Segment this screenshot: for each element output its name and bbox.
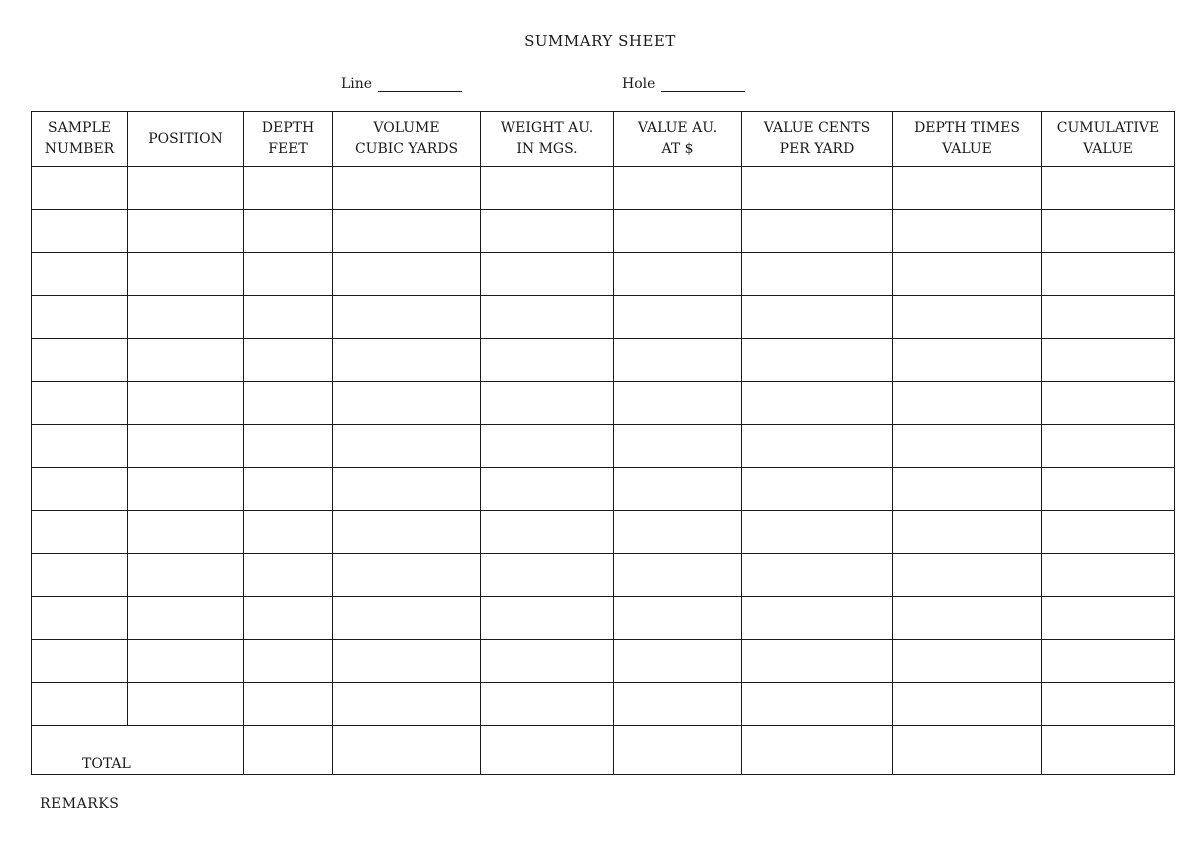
entry-cell[interactable] <box>244 296 333 339</box>
entry-cell[interactable] <box>1042 554 1175 597</box>
hole-blank[interactable] <box>661 79 745 92</box>
entry-cell[interactable] <box>32 683 128 726</box>
entry-cell[interactable] <box>244 683 333 726</box>
entry-cell[interactable] <box>244 468 333 511</box>
hole-label: Hole <box>622 76 656 92</box>
table-row <box>32 683 1175 726</box>
entry-cell[interactable] <box>128 210 244 253</box>
entry-cell[interactable] <box>1042 683 1175 726</box>
table-row <box>32 210 1175 253</box>
entry-cell[interactable] <box>244 511 333 554</box>
entry-cell[interactable] <box>32 382 128 425</box>
entry-cell[interactable] <box>333 253 481 296</box>
summary-table <box>31 111 1175 775</box>
entry-cell[interactable] <box>481 468 614 511</box>
total-label-cell <box>32 726 244 775</box>
entry-cell[interactable] <box>893 597 1042 640</box>
entry-cell[interactable] <box>244 554 333 597</box>
table-row <box>32 296 1175 339</box>
table-row <box>32 253 1175 296</box>
table-row <box>32 425 1175 468</box>
entry-cell[interactable] <box>1042 597 1175 640</box>
entry-cell[interactable] <box>128 425 244 468</box>
entry-cell[interactable] <box>32 210 128 253</box>
entry-cell[interactable] <box>742 468 893 511</box>
header-weight-au: WEIGHT AU. IN MGS. <box>481 112 614 167</box>
entry-cell[interactable] <box>893 296 1042 339</box>
entry-cell[interactable] <box>128 511 244 554</box>
entry-cell[interactable] <box>742 425 893 468</box>
entry-cell[interactable] <box>244 167 333 210</box>
entry-cell[interactable] <box>1042 511 1175 554</box>
entry-cell[interactable] <box>893 425 1042 468</box>
entry-cell[interactable] <box>742 640 893 683</box>
entry-cell[interactable] <box>893 683 1042 726</box>
hole-field <box>622 76 745 92</box>
entry-cell[interactable] <box>333 425 481 468</box>
entry-cell[interactable] <box>244 339 333 382</box>
entry-cell[interactable] <box>333 468 481 511</box>
entry-cell[interactable] <box>614 425 742 468</box>
entry-cell[interactable] <box>244 210 333 253</box>
total-cell[interactable] <box>244 726 333 775</box>
entry-cell[interactable] <box>244 425 333 468</box>
entry-cell[interactable] <box>742 554 893 597</box>
total-cell[interactable] <box>614 726 742 775</box>
entry-cell[interactable] <box>893 382 1042 425</box>
entry-cell[interactable] <box>32 468 128 511</box>
header-value-au: VALUE AU. AT $ <box>614 112 742 167</box>
entry-cell[interactable] <box>481 210 614 253</box>
header-cumulative-value: CUMULATIVE VALUE <box>1042 112 1175 167</box>
total-cell[interactable] <box>333 726 481 775</box>
entry-cell[interactable] <box>333 640 481 683</box>
table-row <box>32 640 1175 683</box>
entry-cell[interactable] <box>481 339 614 382</box>
entry-cell[interactable] <box>481 640 614 683</box>
entry-cell[interactable] <box>128 167 244 210</box>
entry-cell[interactable] <box>481 511 614 554</box>
entry-cell[interactable] <box>128 339 244 382</box>
entry-cell[interactable] <box>32 597 128 640</box>
entry-cell[interactable] <box>333 511 481 554</box>
entry-cell[interactable] <box>481 597 614 640</box>
entry-cell[interactable] <box>742 210 893 253</box>
entry-cell[interactable] <box>614 640 742 683</box>
entry-cell[interactable] <box>893 339 1042 382</box>
entry-cell[interactable] <box>128 382 244 425</box>
entry-cell[interactable] <box>32 167 128 210</box>
entry-cell[interactable] <box>1042 382 1175 425</box>
entry-cell[interactable] <box>128 253 244 296</box>
header-position: POSITION <box>128 112 244 167</box>
total-label: TOTAL <box>82 756 131 772</box>
entry-cell[interactable] <box>244 597 333 640</box>
entry-cell[interactable] <box>1042 210 1175 253</box>
entry-cell[interactable] <box>1042 640 1175 683</box>
entry-cell[interactable] <box>333 210 481 253</box>
entry-cell[interactable] <box>244 640 333 683</box>
entry-cell[interactable] <box>333 339 481 382</box>
header-value-cents: VALUE CENTS PER YARD <box>742 112 893 167</box>
total-cell[interactable] <box>1042 726 1175 775</box>
entry-cell[interactable] <box>742 597 893 640</box>
table-row <box>32 554 1175 597</box>
total-cell[interactable] <box>742 726 893 775</box>
entry-cell[interactable] <box>742 683 893 726</box>
entry-cell[interactable] <box>481 382 614 425</box>
entry-cell[interactable] <box>128 640 244 683</box>
table-row <box>32 382 1175 425</box>
header-sample-number: SAMPLE NUMBER <box>32 112 128 167</box>
table-row <box>32 339 1175 382</box>
entry-cell[interactable] <box>893 511 1042 554</box>
entry-cell[interactable] <box>481 425 614 468</box>
entry-cell[interactable] <box>614 296 742 339</box>
line-blank[interactable] <box>378 79 462 92</box>
entry-cell[interactable] <box>614 468 742 511</box>
entry-cell[interactable] <box>1042 425 1175 468</box>
entry-cell[interactable] <box>742 339 893 382</box>
entry-cell[interactable] <box>614 167 742 210</box>
entry-cell[interactable] <box>1042 468 1175 511</box>
entry-cell[interactable] <box>1042 253 1175 296</box>
table-row <box>32 597 1175 640</box>
entry-cell[interactable] <box>893 210 1042 253</box>
entry-cell[interactable] <box>614 382 742 425</box>
entry-cell[interactable] <box>32 554 128 597</box>
table-row <box>32 167 1175 210</box>
entry-cell[interactable] <box>742 167 893 210</box>
entry-cell[interactable] <box>481 554 614 597</box>
entry-cell[interactable] <box>614 597 742 640</box>
line-label: Line <box>341 76 373 92</box>
entry-cell[interactable] <box>128 468 244 511</box>
entry-cell[interactable] <box>333 554 481 597</box>
entry-cell[interactable] <box>128 683 244 726</box>
entry-cell[interactable] <box>481 253 614 296</box>
entry-cell[interactable] <box>614 683 742 726</box>
entry-cell[interactable] <box>333 296 481 339</box>
entry-cell[interactable] <box>128 554 244 597</box>
entry-cell[interactable] <box>128 597 244 640</box>
total-cell[interactable] <box>481 726 614 775</box>
entry-cell[interactable] <box>244 382 333 425</box>
entry-cell[interactable] <box>614 554 742 597</box>
entry-cell[interactable] <box>32 296 128 339</box>
entry-cell[interactable] <box>893 167 1042 210</box>
remarks-label: REMARKS <box>40 796 120 812</box>
total-cell[interactable] <box>893 726 1042 775</box>
entry-cell[interactable] <box>614 339 742 382</box>
header-volume: VOLUME CUBIC YARDS <box>333 112 481 167</box>
entry-cell[interactable] <box>742 253 893 296</box>
entry-cell[interactable] <box>333 167 481 210</box>
entry-cell[interactable] <box>1042 296 1175 339</box>
entry-cell[interactable] <box>333 382 481 425</box>
entry-cell[interactable] <box>481 296 614 339</box>
entry-cell[interactable] <box>32 425 128 468</box>
entry-cell[interactable] <box>742 511 893 554</box>
entry-cell[interactable] <box>742 382 893 425</box>
entry-cell[interactable] <box>614 511 742 554</box>
entry-cell[interactable] <box>614 210 742 253</box>
header-row <box>32 112 1175 167</box>
total-row <box>32 726 1175 775</box>
table-row <box>32 468 1175 511</box>
entry-cell[interactable] <box>128 296 244 339</box>
entry-cell[interactable] <box>244 253 333 296</box>
entry-cell[interactable] <box>32 640 128 683</box>
entry-cell[interactable] <box>32 511 128 554</box>
line-field <box>341 76 462 92</box>
entry-cell[interactable] <box>32 253 128 296</box>
entry-cell[interactable] <box>614 253 742 296</box>
entry-cell[interactable] <box>32 339 128 382</box>
entry-cell[interactable] <box>742 296 893 339</box>
entry-cell[interactable] <box>1042 167 1175 210</box>
table-row <box>32 511 1175 554</box>
page-title: SUMMARY SHEET <box>524 32 676 50</box>
header-depth-feet: DEPTH FEET <box>244 112 333 167</box>
entry-cell[interactable] <box>893 468 1042 511</box>
entry-cell[interactable] <box>1042 339 1175 382</box>
entry-cell[interactable] <box>481 683 614 726</box>
header-depth-times-value: DEPTH TIMES VALUE <box>893 112 1042 167</box>
entry-cell[interactable] <box>893 253 1042 296</box>
entry-cell[interactable] <box>333 597 481 640</box>
entry-cell[interactable] <box>893 640 1042 683</box>
entry-cell[interactable] <box>893 554 1042 597</box>
entry-cell[interactable] <box>481 167 614 210</box>
entry-cell[interactable] <box>333 683 481 726</box>
